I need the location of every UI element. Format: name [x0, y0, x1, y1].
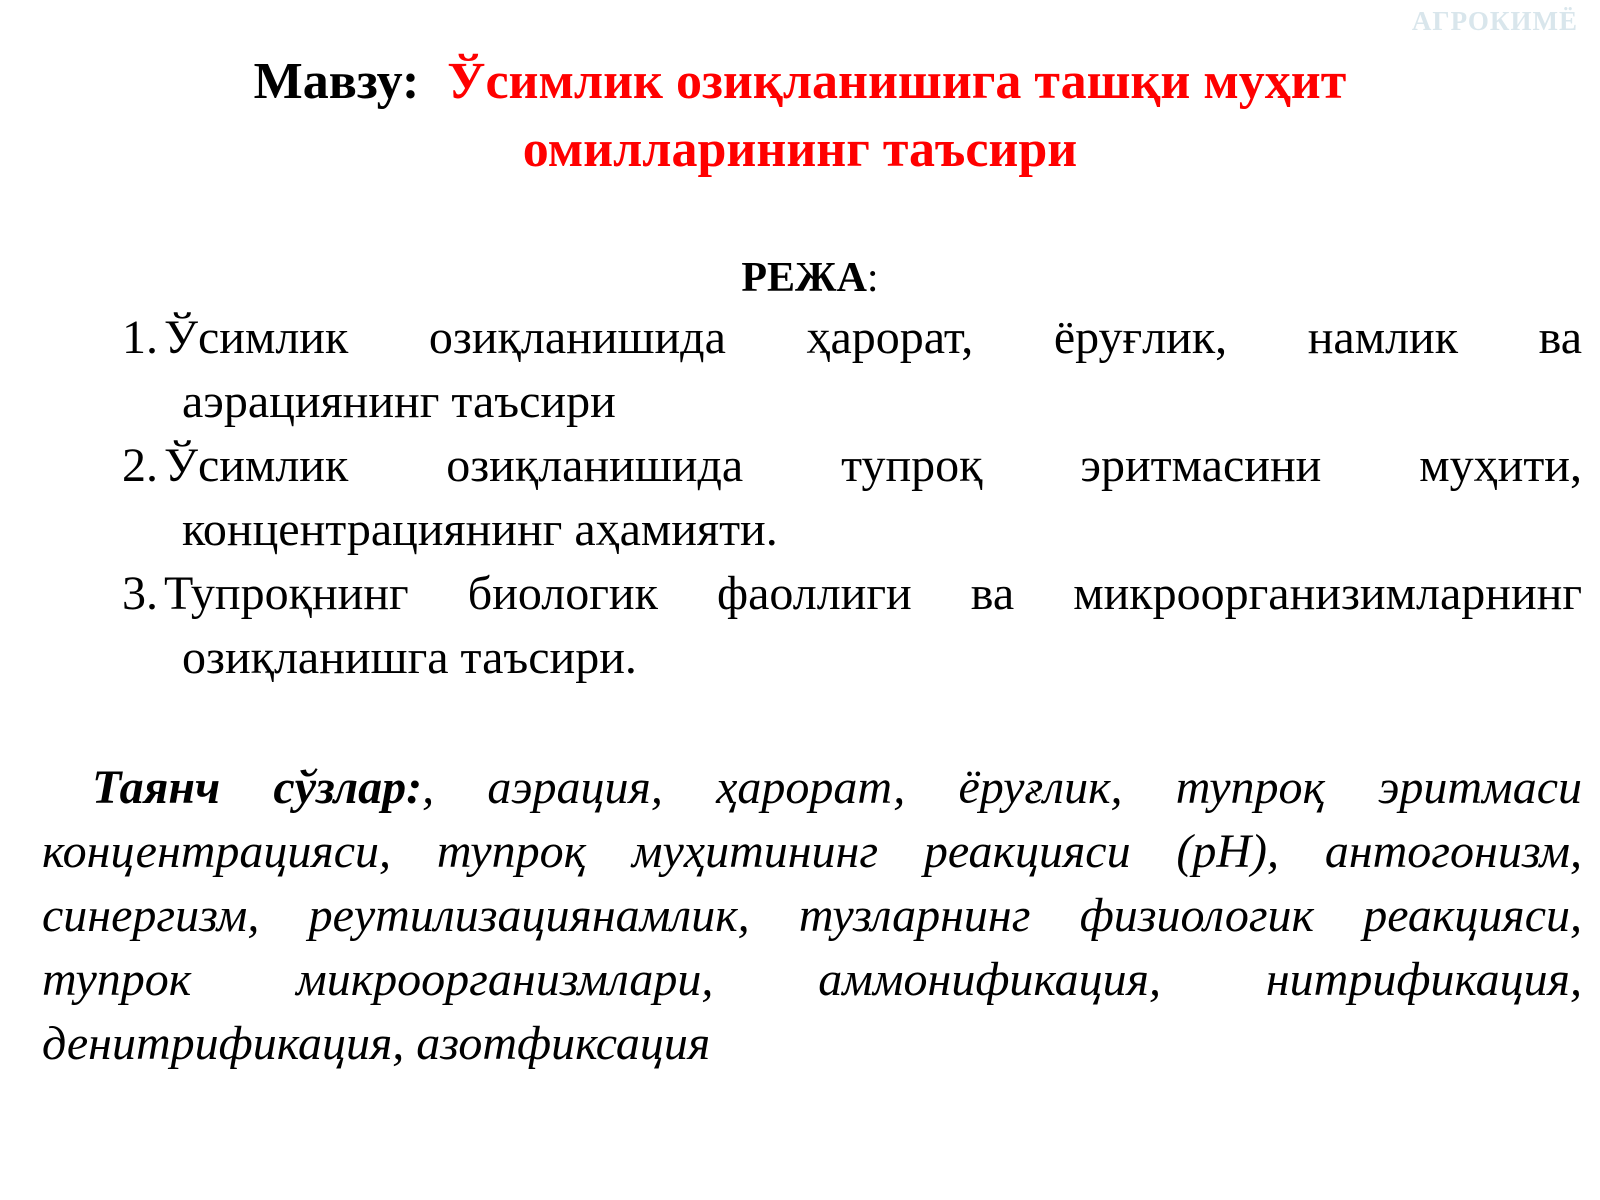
plan-item-text — [164, 434, 1582, 562]
plan-item-line-1: Тупроқнинг биологик фаоллиги ва микроорганизимларнинг — [164, 567, 1582, 620]
plan-heading-colon: : — [866, 255, 879, 301]
title-line-1 — [0, 48, 1600, 116]
plan-item-3 — [122, 562, 1582, 690]
plan-item-1 — [122, 306, 1582, 434]
plan-item-line-1: Ўсимлик озиқланишида тупроқ эритмасини муҳити, — [164, 439, 1582, 492]
keywords-text: , аэрация, ҳарорат, ёруғлик, тупроқ эритмаси концентрацияси, тупроқ муҳитининг реакцияси (рН), антогонизм, синергизм, реутилизациянамлик, тузларнинг физиологик реакцияси, тупрок микроорганизмлари, аммонификация, нитрификация, денитрификация, азотфиксация — [42, 761, 1582, 1070]
plan-list — [122, 306, 1582, 690]
plan-item-number: 3. — [122, 567, 158, 620]
keywords-label: Таянч сўзлар: — [92, 761, 423, 814]
plan-item-number: 1. — [122, 311, 158, 364]
plan-heading-text: РЕЖА — [741, 255, 867, 301]
slide-title — [0, 48, 1600, 184]
plan-heading — [0, 252, 1600, 304]
plan-item-line-2: аэрациянинг таъсири — [182, 375, 616, 428]
title-topic-line-1: Ўсимлик озиқланишига ташқи муҳит — [447, 53, 1347, 110]
watermark-logo: АГРОКИМЁ — [1411, 6, 1578, 36]
plan-item-text — [164, 562, 1582, 690]
keywords-paragraph — [42, 756, 1582, 1076]
plan-item-line-1: Ўсимлик озиқланишида ҳарорат, ёруғлик, намлик ва — [164, 311, 1582, 364]
plan-item-number: 2. — [122, 439, 158, 492]
plan-item-text — [164, 306, 1582, 434]
title-topic-line-2: омилларининг таъсири — [522, 121, 1078, 178]
title-line-2 — [0, 116, 1600, 184]
plan-item-line-2: озиқланишга таъсири. — [182, 631, 637, 684]
title-label: Мавзу: — [253, 53, 420, 110]
plan-item-2 — [122, 434, 1582, 562]
plan-item-line-2: концентрациянинг аҳамияти. — [182, 503, 778, 556]
